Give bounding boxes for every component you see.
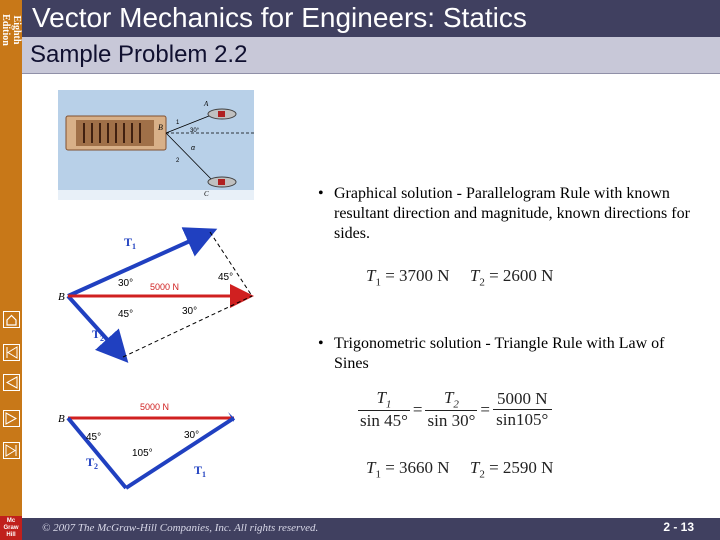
barge-angle-30: 30°: [190, 128, 200, 134]
bullet-trigonometric: • Trigonometric solution - Triangle Rule with Law of Sines: [314, 334, 694, 374]
triangle-label-b: B: [58, 413, 65, 425]
triangle-label-t2: $T_2$: [86, 455, 99, 471]
previous-slide-icon[interactable]: [3, 374, 20, 391]
slide-title: Vector Mechanics for Engineers: Statics: [32, 2, 527, 33]
parallelogram-angle-45-left: 45°: [118, 309, 134, 320]
next-slide-icon[interactable]: [3, 410, 20, 427]
barge-label-1: 1: [176, 120, 180, 126]
bullet-graphical: • Graphical solution - Parallelogram Rule with known resultant direction and magnitude, known directions for sides.: [314, 184, 694, 244]
parallelogram-label-t1: $T_1$: [124, 235, 137, 251]
triangle-figure: [58, 392, 254, 504]
barge-label-b: B: [158, 123, 163, 132]
last-slide-icon[interactable]: [3, 442, 20, 459]
bullet-list: [314, 184, 694, 244]
edition-line2: Edition: [0, 14, 11, 46]
barge-label-a: A: [204, 100, 209, 108]
triangle-label-t1: $T_1$: [194, 463, 207, 479]
triangle-resultant-label: 5000 N: [140, 402, 170, 412]
parallelogram-label-t2: $T_2$: [92, 327, 105, 343]
header-bar: [22, 0, 720, 37]
graphical-result-equation: $T_1 = 3700$ N $T_2 = 2600$ N: [366, 266, 554, 289]
page-number: 2 - 13: [663, 520, 694, 534]
triangle-angle-45: 45°: [86, 432, 102, 443]
publisher-logo: Mc Graw Hill: [0, 516, 22, 540]
triangle-angle-105: 105°: [132, 448, 153, 459]
bullet-list-2: [314, 334, 694, 374]
law-of-sines-equation: $\frac{T_1}{\sin 45^\circ}$ = $\frac{T_2}{\sin 30^\circ}$ = $\frac{5000 N}{\sin 105^\circ}$: [358, 388, 552, 431]
parallelogram-label-b: B: [58, 291, 65, 303]
sidebar: [0, 0, 22, 540]
triangle-angle-30: 30°: [184, 430, 200, 441]
edition-label: [0, 0, 22, 60]
first-slide-icon[interactable]: [3, 344, 20, 361]
subheader-bar: [22, 37, 720, 74]
parallelogram-angle-30-right: 30°: [182, 306, 198, 317]
slide-subtitle: Sample Problem 2.2: [30, 41, 248, 68]
home-icon[interactable]: [3, 311, 20, 328]
parallelogram-angle-45-right: 45°: [218, 272, 234, 283]
barge-label-2: 2: [176, 158, 180, 164]
barge-figure: [58, 90, 254, 200]
parallelogram-angle-30-left: 30°: [118, 278, 134, 289]
parallelogram-figure: [58, 222, 254, 364]
edition-line1: Eighth: [11, 15, 22, 45]
copyright-text: © 2007 The McGraw-Hill Companies, Inc. All rights reserved.: [42, 522, 319, 534]
parallelogram-resultant-label: 5000 N: [150, 282, 180, 292]
trigonometric-result-equation: $T_1 = 3660$ N $T_2 = 2590$ N: [366, 458, 554, 481]
barge-angle-alpha: α: [191, 145, 195, 152]
barge-label-c: C: [204, 190, 209, 198]
footer-bar: [22, 518, 720, 540]
